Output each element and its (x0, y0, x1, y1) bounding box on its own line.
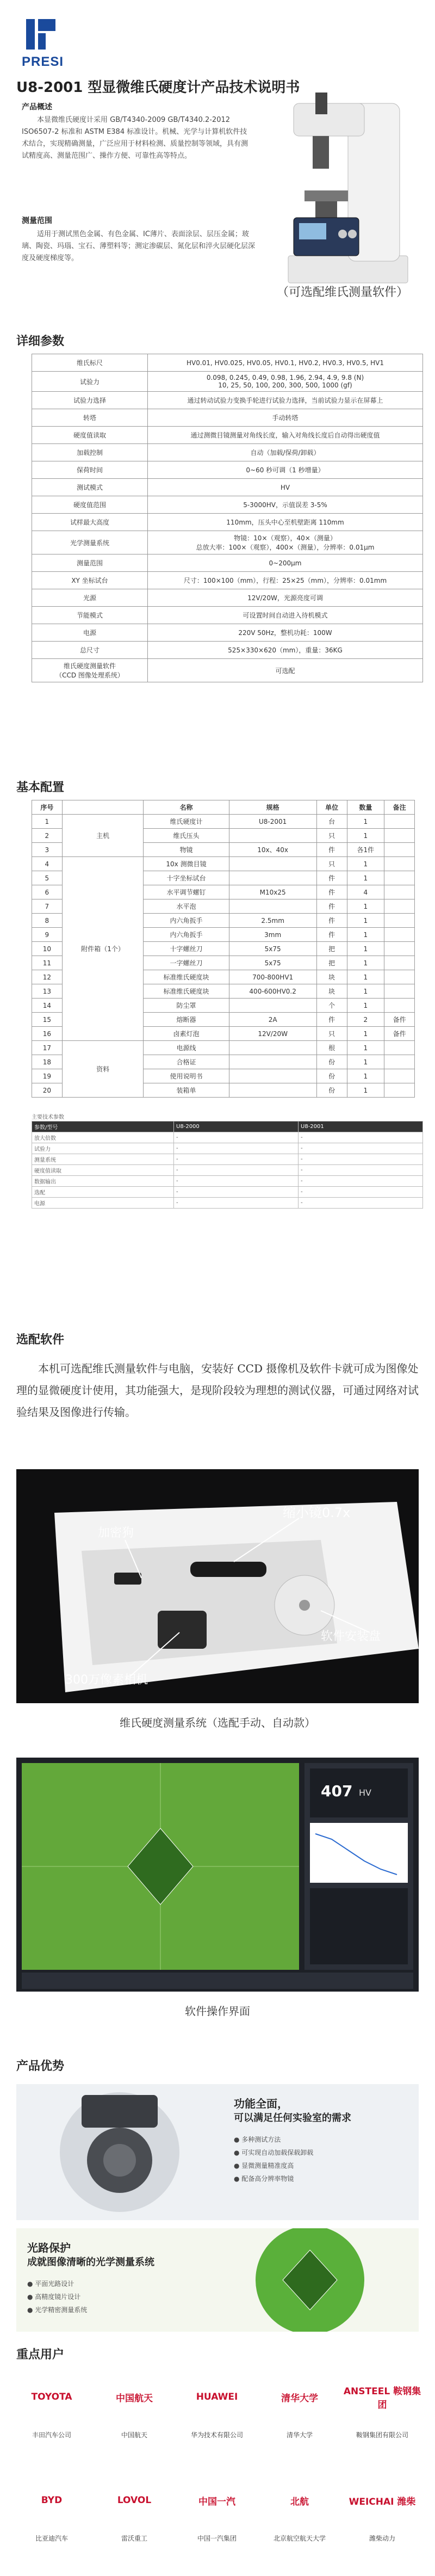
config-spec: 12V/20W (229, 1027, 316, 1041)
config-unit: 只 (316, 1027, 347, 1041)
model-header-cell: U8-2001 (299, 1121, 423, 1132)
config-name: 装箱单 (144, 1083, 229, 1098)
config-spec (229, 1083, 316, 1098)
user-name: 丰田汽车公司 (32, 2431, 71, 2439)
config-note (384, 999, 415, 1013)
config-header-cell: 规格 (229, 800, 316, 815)
config-index: 10 (32, 942, 63, 956)
config-unit: 件 (316, 871, 347, 885)
config-qty: 2 (347, 1013, 384, 1027)
hardness-readout: 407 (321, 1782, 353, 1800)
config-header-cell: 数量 (347, 800, 384, 815)
model-row (32, 1143, 423, 1154)
param-key: 转塔 (32, 409, 148, 427)
config-unit: 只 (316, 857, 347, 871)
config-unit: 根 (316, 1041, 347, 1055)
param-value: HV (148, 479, 423, 496)
params-row (32, 642, 423, 659)
label-install-disc: 软件安装盘 (321, 1630, 381, 1643)
config-note (384, 942, 415, 956)
params-row (32, 427, 423, 444)
param-key: 试样最大高度 (32, 514, 148, 531)
params-row (32, 392, 423, 409)
param-key: 加载控制 (32, 444, 148, 461)
config-name: 内六角扳手 (144, 928, 229, 942)
config-qty: 1 (347, 956, 384, 970)
params-title: 详细参数 (16, 335, 65, 348)
config-spec (229, 857, 316, 871)
config-spec (229, 829, 316, 843)
advantage-bullet: ● 多种测试方法 (234, 2136, 281, 2143)
config-name: 卤素灯泡 (144, 1027, 229, 1041)
intro-text: 本显微维氏硬度计采用 GB/T4340-2009 GB/T4340.2-2012 ISO6507-2 标准和 ASTM E384 标准设计。机械、光学与计算机软件技术结合，实现精确测量，广泛应用于材料检测、质量控制等领域，具有测试精度高、测量范围广、操作方便、可靠性高等特点。 (22, 116, 248, 160)
config-note (384, 1069, 415, 1083)
config-index: 5 (32, 871, 63, 885)
config-spec: M10x25 (229, 885, 316, 899)
config-index: 1 (32, 815, 63, 829)
model-table-label: 主要技术参数 (32, 1114, 64, 1120)
user-logo: 中国一汽 (198, 2496, 235, 2507)
config-spec: 5x75 (229, 956, 316, 970)
user-logo: BYD (41, 2495, 63, 2506)
config-note (384, 857, 415, 871)
config-spec (229, 899, 316, 914)
param-key: 试验力选择 (32, 392, 148, 409)
param-key: 试验力 (32, 372, 148, 392)
param-value: 自动（加载/保荷/卸载） (148, 444, 423, 461)
user-card (259, 2470, 340, 2543)
kit-caption: 维氏硬度测量系统（选配手动、自动款） (120, 1716, 315, 1729)
model-cell: 放大倍数 (32, 1132, 174, 1143)
config-row (32, 1041, 415, 1055)
config-index: 20 (32, 1083, 63, 1098)
params-row (32, 572, 423, 589)
model-row (32, 1176, 423, 1187)
config-spec (229, 871, 316, 885)
config-note (384, 956, 415, 970)
model-cell: - (174, 1187, 299, 1198)
config-spec: 700-800HV1 (229, 970, 316, 984)
advantage-bullet: ● 高精度镜片设计 (27, 2293, 81, 2301)
params-row (32, 444, 423, 461)
model-header-row (32, 1121, 423, 1132)
config-index: 8 (32, 914, 63, 928)
model-cell: - (299, 1165, 423, 1176)
param-value: 12V/20W，光源亮度可调 (148, 589, 423, 607)
config-qty: 1 (347, 871, 384, 885)
params-row (32, 354, 423, 372)
config-name: 标准维氏硬度块 (144, 970, 229, 984)
params-row (32, 624, 423, 642)
advantage-panel-1 (16, 2084, 419, 2220)
params-row (32, 514, 423, 531)
config-spec (229, 999, 316, 1013)
config-unit: 件 (316, 843, 347, 857)
software-screenshot (16, 1758, 419, 1992)
param-value: 5-3000HV，示值误差 3-5% (148, 496, 423, 514)
param-value: HV0.01, HV0.025, HV0.05, HV0.1, HV0.2, HV0.3, HV0.5, HV1 (148, 354, 423, 372)
config-title: 基本配置 (16, 781, 65, 794)
user-name: 潍柴动力 (369, 2535, 395, 2542)
advantage-bullet: ● 平面光路设计 (27, 2280, 74, 2288)
advantage-bullet: ● 可实现自动加载保载卸载 (234, 2149, 314, 2156)
model-cell: - (174, 1165, 299, 1176)
config-header-cell: 序号 (32, 800, 63, 815)
config-qty: 1 (347, 829, 384, 843)
user-name: 鞍钢集团有限公司 (356, 2431, 408, 2439)
param-key: 测量范围 (32, 554, 148, 572)
user-name: 中国一汽集团 (197, 2535, 237, 2542)
config-unit: 份 (316, 1055, 347, 1069)
intro-heading: 产品概述 (22, 103, 52, 112)
config-spec: 2.5mm (229, 914, 316, 928)
config-qty: 1 (347, 970, 384, 984)
config-note (384, 970, 415, 984)
param-value: 220V 50Hz，整机功耗：100W (148, 624, 423, 642)
adv1-heading: 功能全面， (234, 2097, 288, 2110)
config-note (384, 1041, 415, 1055)
config-note (384, 928, 415, 942)
machine-caption: （可选配维氏测量软件） (276, 286, 408, 299)
config-header-cell: 备注 (384, 800, 415, 815)
config-qty: 1 (347, 899, 384, 914)
config-unit: 件 (316, 914, 347, 928)
user-logo: LOVOL (117, 2495, 152, 2506)
config-spec (229, 1041, 316, 1055)
adv2-heading: 光路保护 (27, 2241, 71, 2254)
config-name: 十字坐标试台 (144, 871, 229, 885)
config-qty: 1 (347, 857, 384, 871)
config-name: 内六角扳手 (144, 914, 229, 928)
user-card (259, 2367, 340, 2439)
user-logo: HUAWEI (196, 2392, 238, 2402)
config-name: 水平泡 (144, 899, 229, 914)
config-note (384, 1083, 415, 1098)
param-key: 光学测量系统 (32, 531, 148, 554)
param-key: 总尺寸 (32, 642, 148, 659)
param-key: 光源 (32, 589, 148, 607)
config-index: 4 (32, 857, 63, 871)
config-name: 十字螺丝刀 (144, 942, 229, 956)
user-card (176, 2367, 258, 2439)
config-name: 水平调节螺钉 (144, 885, 229, 899)
advantage-panel-2 (16, 2228, 419, 2332)
model-cell: 硬度值读取 (32, 1165, 174, 1176)
config-name: 熔断器 (144, 1013, 229, 1027)
model-cell: - (174, 1198, 299, 1209)
document-title: U8-2001 型显微维氏硬度计产品技术说明书 (16, 79, 300, 96)
config-spec: 10x、40x (229, 843, 316, 857)
config-qty: 1 (347, 1055, 384, 1069)
label-encryption-dongle: 加密狗 (98, 1526, 134, 1540)
user-logo: TOYOTA (31, 2392, 72, 2402)
param-key: 硬度值读取 (32, 427, 148, 444)
config-spec: 5x75 (229, 942, 316, 956)
model-cell: - (299, 1176, 423, 1187)
config-unit: 只 (316, 829, 347, 843)
param-key: 硬度值范围 (32, 496, 148, 514)
config-qty: 1 (347, 815, 384, 829)
config-note (384, 1055, 415, 1069)
config-name: 合格证 (144, 1055, 229, 1069)
config-name: 维氏压头 (144, 829, 229, 843)
param-value: 手动转塔 (148, 409, 423, 427)
model-cell: - (174, 1132, 299, 1143)
user-name: 清华大学 (286, 2431, 313, 2439)
config-qty: 1 (347, 984, 384, 999)
measurement-kit-photo (16, 1469, 419, 1703)
config-header-cell (62, 800, 144, 815)
config-name: 标准维氏硬度块 (144, 984, 229, 999)
model-row (32, 1187, 423, 1198)
presi-logo (22, 16, 60, 54)
config-unit: 件 (316, 899, 347, 914)
model-cell: - (299, 1198, 423, 1209)
config-unit: 件 (316, 1013, 347, 1027)
user-name: 华为技术有限公司 (190, 2431, 243, 2439)
config-note (384, 815, 415, 829)
model-header-cell: 参数/型号 (32, 1121, 174, 1132)
config-unit: 个 (316, 999, 347, 1013)
config-header-cell: 单位 (316, 800, 347, 815)
model-cell: - (299, 1143, 423, 1154)
params-row (32, 607, 423, 624)
param-key: 节能模式 (32, 607, 148, 624)
user-name: 比亚迪汽车 (35, 2535, 68, 2542)
config-row (32, 857, 415, 871)
config-name: 10x 测微目镜 (144, 857, 229, 871)
config-group: 资料 (62, 1041, 144, 1098)
model-row (32, 1154, 423, 1165)
param-value: 可设置时间自动进入待机模式 (148, 607, 423, 624)
model-cell: - (299, 1154, 423, 1165)
config-note (384, 885, 415, 899)
config-unit: 把 (316, 956, 347, 970)
config-note (384, 843, 415, 857)
label-camera: 300万像素相机 (65, 1673, 148, 1687)
model-cell: - (299, 1132, 423, 1143)
config-spec: 3mm (229, 928, 316, 942)
model-header-cell: U8-2000 (174, 1121, 299, 1132)
config-index: 17 (32, 1041, 63, 1055)
config-qty: 4 (347, 885, 384, 899)
params-row (32, 461, 423, 479)
hardness-unit: HV (359, 1788, 371, 1798)
config-note: 备件 (384, 1027, 415, 1041)
config-qty: 1 (347, 1069, 384, 1083)
model-cell: 选配 (32, 1187, 174, 1198)
param-value: 物镜：10×（观察），40×（测量） 总放大率：100×（观察），400×（测量），分辨率：0.01μm (148, 531, 423, 554)
params-row (32, 372, 423, 392)
config-qty: 1 (347, 928, 384, 942)
config-index: 7 (32, 899, 63, 914)
model-row (32, 1165, 423, 1176)
config-qty: 1 (347, 1027, 384, 1041)
model-cell: - (174, 1143, 299, 1154)
user-logo: WEICHAI 潍柴 (349, 2496, 416, 2507)
config-index: 12 (32, 970, 63, 984)
model-row (32, 1132, 423, 1143)
user-logo-grid (11, 2367, 424, 2574)
model-row (32, 1198, 423, 1209)
params-row (32, 496, 423, 514)
config-index: 14 (32, 999, 63, 1013)
brand-name: PRESI (22, 54, 64, 69)
config-row (32, 815, 415, 829)
config-note (384, 914, 415, 928)
config-note (384, 984, 415, 999)
adv1-subheading: 可以满足任何实验室的需求 (234, 2112, 351, 2124)
params-row (32, 409, 423, 427)
config-header-cell: 名称 (144, 800, 229, 815)
advantage-bullet: ● 配备高分辨率物镜 (234, 2175, 294, 2183)
config-name: 电源线 (144, 1041, 229, 1055)
param-value: 通过转动试验力变换手轮进行试验力选择，当前试验力显示在屏幕上 (148, 392, 423, 409)
user-name: 雷沃重工 (121, 2535, 147, 2542)
config-spec (229, 1055, 316, 1069)
config-note (384, 871, 415, 885)
config-qty: 各1件 (347, 843, 384, 857)
config-unit: 块 (316, 984, 347, 999)
params-row (32, 479, 423, 496)
param-value: 0~60 秒可调（1 秒增量） (148, 461, 423, 479)
config-spec (229, 1069, 316, 1083)
model-cell: - (299, 1187, 423, 1198)
software-title: 选配软件 (16, 1333, 65, 1347)
config-index: 6 (32, 885, 63, 899)
model-comparison-table (32, 1121, 423, 1209)
config-name: 维氏硬度计 (144, 815, 229, 829)
model-cell: 试验力 (32, 1143, 174, 1154)
label-reduction-lens: 缩小镜0.7x (283, 1505, 351, 1520)
config-index: 15 (32, 1013, 63, 1027)
param-value: 110mm，压头中心至机壁距离 110mm (148, 514, 423, 531)
config-note: 备件 (384, 1013, 415, 1027)
param-value: 可选配 (148, 659, 423, 682)
param-key: 测试模式 (32, 479, 148, 496)
param-key: 维氏标尺 (32, 354, 148, 372)
param-key: XY 坐标试台 (32, 572, 148, 589)
user-card (341, 2470, 423, 2543)
params-row (32, 531, 423, 554)
config-group: 主机 (62, 815, 144, 857)
software-text: 本机可选配维氏测量软件与电脑，安装好 CCD 摄像机及软件卡就可成为图像处理的显微硬度计使用，其功能强大，是现阶段较为理想的测试仪器，可通过网络对试验结果及图像进行传输。 (16, 1362, 419, 1419)
scope-text: 适用于测试黑色金属、有色金属、IC薄片、表面涂层、层压金属；玻璃、陶瓷、玛瑙、宝石、薄塑料等；测定渗碳层、氮化层和淬火层硬化层深度及硬度梯度等。 (22, 230, 256, 262)
config-unit: 份 (316, 1069, 347, 1083)
user-logo: 中国航天 (116, 2393, 153, 2404)
user-card (11, 2470, 92, 2543)
config-name: 使用说明书 (144, 1069, 229, 1083)
params-row (32, 589, 423, 607)
config-index: 18 (32, 1055, 63, 1069)
config-group: 附件箱（1个） (62, 857, 144, 1041)
param-value: 尺寸：100×100（mm），行程：25×25（mm），分辨率：0.01mm (148, 572, 423, 589)
config-note (384, 829, 415, 843)
config-index: 9 (32, 928, 63, 942)
adv2-subheading: 成就图像清晰的光学测量系统 (27, 2257, 154, 2268)
config-index: 11 (32, 956, 63, 970)
config-qty: 1 (347, 1083, 384, 1098)
config-header-row (32, 800, 415, 815)
config-name: 一字螺丝刀 (144, 956, 229, 970)
user-logo: ANSTEEL 鞍钢集团 (343, 2386, 421, 2411)
config-name: 防尘罩 (144, 999, 229, 1013)
config-name: 物镜 (144, 843, 229, 857)
config-spec: 2A (229, 1013, 316, 1027)
config-spec: U8-2001 (229, 815, 316, 829)
config-unit: 件 (316, 885, 347, 899)
config-index: 3 (32, 843, 63, 857)
config-note (384, 899, 415, 914)
config-qty: 1 (347, 914, 384, 928)
advantage-bullet: ● 光学精密测量系统 (27, 2306, 88, 2314)
param-key: 保荷时间 (32, 461, 148, 479)
config-unit: 把 (316, 942, 347, 956)
model-cell: - (174, 1154, 299, 1165)
config-unit: 份 (316, 1083, 347, 1098)
hardness-tester-image (256, 93, 424, 288)
params-table (32, 354, 423, 682)
user-card (176, 2470, 258, 2543)
adv2-bullets (27, 2277, 87, 2316)
config-qty: 1 (347, 999, 384, 1013)
user-logo: 北航 (290, 2496, 309, 2507)
model-cell: - (174, 1176, 299, 1187)
param-value: 通过测微目镜测量对角线长度，输入对角线长度后自动得出硬度值 (148, 427, 423, 444)
param-value: 525×330×620（mm），重量：36KG (148, 642, 423, 659)
config-table (32, 800, 415, 1098)
user-card (94, 2367, 175, 2439)
adv1-bullets (234, 2133, 313, 2185)
model-cell: 测量系统 (32, 1154, 174, 1165)
param-value: 0~200μm (148, 554, 423, 572)
scope-heading: 测量范围 (22, 217, 52, 225)
user-logo: 清华大学 (281, 2393, 318, 2404)
user-name: 中国航天 (121, 2431, 147, 2439)
config-index: 16 (32, 1027, 63, 1041)
params-row (32, 659, 423, 682)
advantage-bullet: ● 显微测量精准度高 (234, 2162, 294, 2170)
advantages-title: 产品优势 (16, 2060, 65, 2073)
software-caption: 软件操作界面 (185, 2005, 250, 2018)
config-spec: 400-600HV0.2 (229, 984, 316, 999)
user-card (11, 2367, 92, 2439)
user-name: 北京航空航天大学 (273, 2535, 326, 2542)
config-unit: 件 (316, 928, 347, 942)
config-index: 13 (32, 984, 63, 999)
param-value: 0.098, 0.245, 0.49, 0.98, 1.96, 2.94, 4.9, 9.8 (N) 10, 25, 50, 100, 200, 300, 500, 1000 (gf) (148, 372, 423, 392)
config-qty: 1 (347, 942, 384, 956)
users-title: 重点用户 (16, 2348, 65, 2362)
params-row (32, 554, 423, 572)
config-qty: 1 (347, 1041, 384, 1055)
config-index: 19 (32, 1069, 63, 1083)
model-cell: 数据输出 (32, 1176, 174, 1187)
user-card (94, 2470, 175, 2543)
config-unit: 台 (316, 815, 347, 829)
config-index: 2 (32, 829, 63, 843)
user-card (341, 2367, 423, 2439)
param-key: 维氏硬度测量软件 （CCD 图像处理系统） (32, 659, 148, 682)
model-cell: 电源 (32, 1198, 174, 1209)
param-key: 电源 (32, 624, 148, 642)
config-unit: 块 (316, 970, 347, 984)
